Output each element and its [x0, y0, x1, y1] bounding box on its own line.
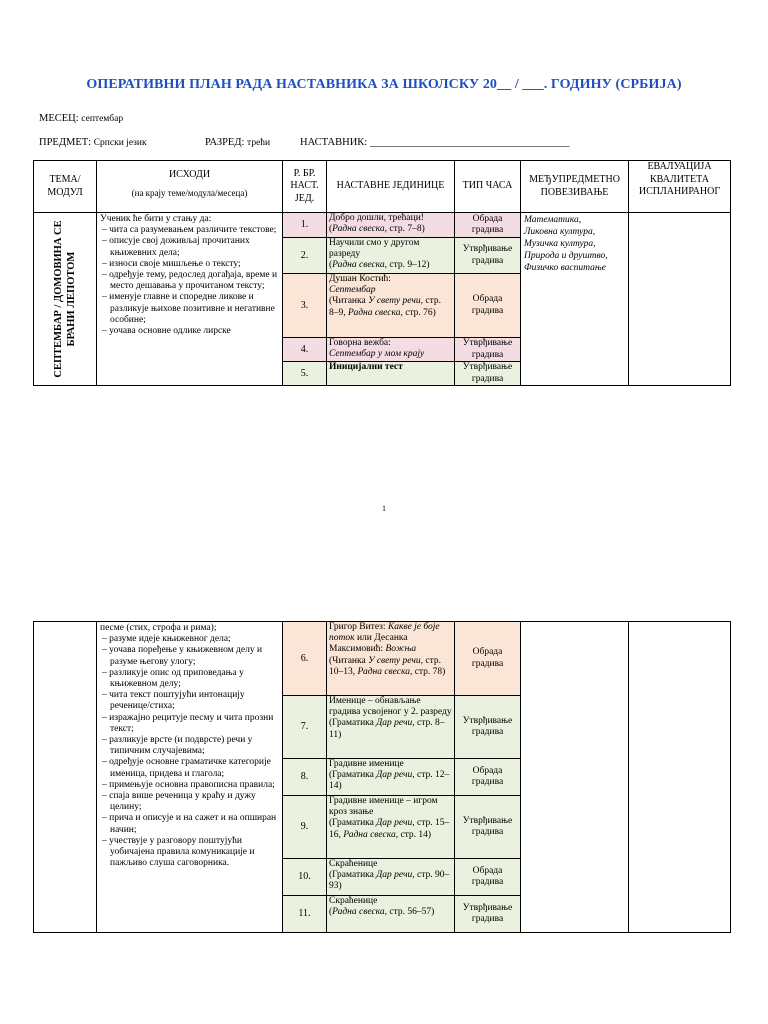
lesson-unit: Градивне именице (Граматика Дар речи, стр. 12–14) — [327, 759, 455, 796]
theme-cell — [34, 213, 97, 386]
correlation-item: Математика, — [524, 215, 582, 225]
grade-value: трећи — [247, 138, 271, 148]
header-theme: ТЕМА/ МОДУЛ — [34, 161, 97, 213]
correlation-cell — [521, 213, 629, 386]
outcome-item: – описује свој доживљај прочитаних књижевних дела; — [102, 236, 250, 258]
outcomes-cell — [97, 213, 283, 386]
lesson-unit: Именице – обнављање градива усвојеног у 2. разреду (Граматика Дар речи, стр. 8–11) — [327, 696, 455, 759]
outcome-item: песме (стих, строфа и рима); — [100, 623, 217, 633]
outcome-item: – изражајно рецитује песму и чита прозни текст; — [102, 712, 274, 734]
outcome-item: – одређује тему, редослед догађаја, време и место дешавања у прочитаном тексту; — [102, 270, 278, 292]
lesson-unit: Говорна вежба: Септембар у мом крају — [327, 338, 455, 362]
lesson-type: Обрада градива — [455, 274, 521, 338]
lesson-number: 7. — [283, 696, 327, 759]
correlation-item: Физичко васпитање — [524, 262, 606, 273]
evaluation-cell — [629, 213, 731, 386]
lesson-unit: Скраћенице (Радна свеска, стр. 56–57) — [327, 896, 455, 933]
lesson-unit: Добро дошли, трећаци! (Радна свеска, стр. 7–8) — [327, 213, 455, 238]
grade-line — [205, 137, 270, 148]
lesson-number: 8. — [283, 759, 327, 796]
plan-table-page2 — [33, 621, 731, 933]
month-line — [39, 113, 123, 124]
outcome-item: – разликује врсте (и подврсте) речи у типичним случајевима; — [102, 735, 253, 757]
teacher-line — [300, 137, 569, 148]
correlation-cell — [521, 622, 629, 933]
outcome-item: – именује главне и споредне ликове и разликује њихове позитивне и негативне особине; — [102, 292, 275, 325]
header-outcomes: ИСХОДИ (на крају теме/модула/месеца) — [97, 161, 283, 213]
table-header-row — [34, 161, 731, 213]
lesson-type: Утврђивање градива — [455, 362, 521, 386]
outcome-item: – уочава поређење у књижевном делу и разуме његову улогу; — [102, 645, 263, 667]
lesson-unit: Градивне именице – игром кроз знање (Граматика Дар речи, стр. 15–16, Радна свеска, стр. 14) — [327, 796, 455, 859]
outcomes-cell — [97, 622, 283, 933]
outcome-item: – спаја више реченица у краћу и дужу целину; — [102, 791, 256, 813]
lesson-type: Обрада градива — [455, 859, 521, 896]
lesson-type: Обрада градива — [455, 622, 521, 696]
lesson-number: 11. — [283, 896, 327, 933]
lesson-type: Утврђивање градива — [455, 796, 521, 859]
lesson-unit: Душан Костић: Септембар (Читанка У свету речи, стр. 8–9, Радна свеска, стр. 76) — [327, 274, 455, 338]
lesson-number: 1. — [283, 213, 327, 238]
outcome-item: – прича и описује и на сажет и на опширан начин; — [102, 813, 277, 835]
plan-table-page1 — [33, 160, 731, 386]
outcome-item: – чита текст поштујући интонацију реченице/стиха; — [102, 690, 245, 712]
lesson-type: Утврђивање градива — [455, 896, 521, 933]
lesson-number: 5. — [283, 362, 327, 386]
lesson-type: Обрада градива — [455, 759, 521, 796]
subject-line — [39, 137, 147, 148]
outcome-item: – разуме идеје књижевног дела; — [102, 634, 231, 645]
header-units: НАСТАВНЕ ЈЕДИНИЦЕ — [327, 161, 455, 213]
lesson-unit: Научили смо у другом разреду (Радна свеска, стр. 9–12) — [327, 238, 455, 274]
lesson-type: Обрада градива — [455, 213, 521, 238]
month-value: септембар — [81, 114, 124, 124]
lesson-unit: Скраћенице (Граматика Дар речи, стр. 90–93) — [327, 859, 455, 896]
theme-title: СЕПТЕМБАР / ДОМОВИНА СЕ БРАНИ ЛЕПОТОМ — [52, 220, 77, 378]
lesson-type: Утврђивање градива — [455, 238, 521, 274]
lesson-number: 2. — [283, 238, 327, 274]
table-row — [34, 213, 731, 238]
header-lesson-number: Р. БР. НАСТ. ЈЕД. — [283, 161, 327, 213]
correlation-item: Музичка култура, — [524, 238, 596, 249]
lesson-number: 4. — [283, 338, 327, 362]
document-title: ОПЕРАТИВНИ ПЛАН РАДА НАСТАВНИКА ЗА ШКОЛСКУ 20__ / ___. ГОДИНУ (СРБИЈА) — [86, 77, 682, 92]
month-label: МЕСЕЦ: — [39, 113, 79, 124]
page-number: 1 — [382, 504, 386, 513]
theme-cell — [34, 622, 97, 933]
grade-label: РАЗРЕД: — [205, 137, 245, 148]
subject-label: ПРЕДМЕТ: — [39, 137, 92, 148]
outcome-item: – износи своје мишљење о тексту; — [102, 258, 241, 269]
outcome-item: – одређује основне граматичке категорије именица, придева и глагола; — [102, 757, 271, 779]
lesson-number: 10. — [283, 859, 327, 896]
outcome-item: – уочава основне одлике лирске — [102, 326, 231, 337]
evaluation-cell — [629, 622, 731, 933]
teacher-blank: ______________________________________ — [369, 137, 570, 148]
lesson-number: 6. — [283, 622, 327, 696]
outcome-item: – чита са разумевањем различите текстове; — [102, 225, 277, 236]
lesson-unit: Иницијални тест — [327, 362, 455, 386]
outcomes-intro: Ученик ће бити у стању да: — [100, 214, 212, 224]
subject-value: Српски језик — [93, 138, 147, 148]
outcome-item: – учествује у разговору поштујући уобичајена правила комуникације и пажљиво слуша саговорника. — [102, 835, 255, 869]
table-row — [34, 622, 731, 696]
lesson-type: Утврђивање градива — [455, 338, 521, 362]
correlation-item: Природа и друштво, — [524, 250, 608, 261]
lesson-number: 9. — [283, 796, 327, 859]
header-lesson-type: ТИП ЧАСА — [455, 161, 521, 213]
header-evaluation: ЕВАЛУАЦИЈА КВАЛИТЕТА ИСПЛАНИРАНОГ — [629, 161, 731, 213]
header-correlation: МЕЂУПРЕДМЕТНО ПОВЕЗИВАЊЕ — [521, 161, 629, 213]
lesson-unit: Григор Витез: Какве је боје поток или Десанка Максимовић: Вожња (Читанка У свету речи, стр. 10–13, Радна свеска, стр. 78) — [327, 622, 455, 696]
teacher-label: НАСТАВНИК: — [300, 137, 368, 148]
outcome-item: – примењује основна правописна правила; — [102, 779, 275, 790]
correlation-item: Ликовна култура, — [524, 226, 596, 237]
outcome-item: – разликује опис од приповедања у књижевном делу; — [102, 667, 244, 690]
lesson-number: 3. — [283, 274, 327, 338]
lesson-type: Утврђивање градива — [455, 696, 521, 759]
